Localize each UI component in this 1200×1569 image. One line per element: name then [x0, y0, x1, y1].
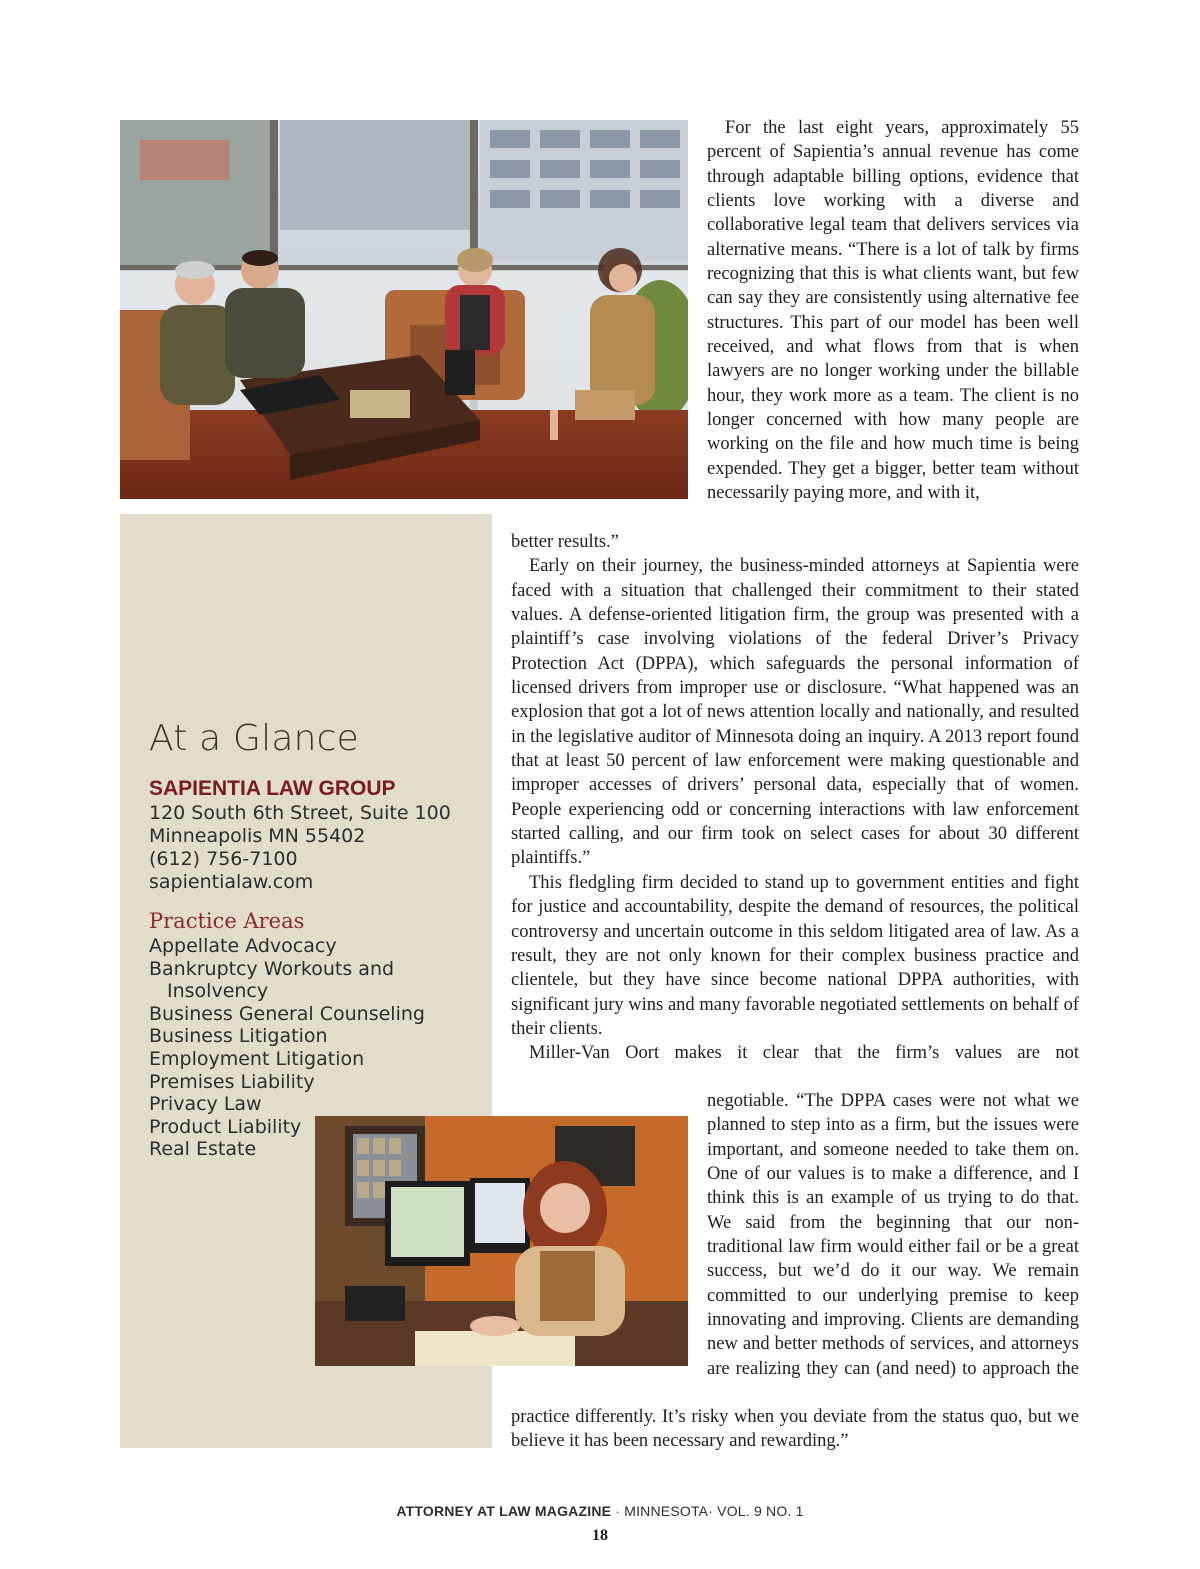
practice-areas-heading: Practice Areas	[149, 909, 305, 933]
page-number: 18	[592, 1527, 608, 1544]
practice-area-item: Premises Liability	[149, 1070, 315, 1093]
footer-separator: ·	[708, 1503, 718, 1519]
meeting-photo	[120, 120, 688, 499]
office-desk-photo-illustration	[315, 1116, 688, 1366]
footer-edition: MINNESOTA	[624, 1503, 709, 1519]
article-paragraph: better results.”	[511, 532, 619, 552]
practice-area-item: Bankruptcy Workouts and	[149, 957, 395, 980]
article-column-bottom	[511, 1405, 1079, 1454]
practice-area-item: Insolvency	[167, 980, 269, 1003]
practice-area-item: Business General Counseling	[149, 1002, 425, 1025]
footer-magazine-name: ATTORNEY AT LAW MAGAZINE	[396, 1503, 612, 1519]
practice-area-item: Privacy Law	[149, 1093, 262, 1116]
article-paragraph: For the last eight years, approximately 55 percent of Sapientia’s annual revenue has come through adaptable billing options, evidence that clients love working with a diverse and collaborative legal team that delivers services via alternative means. “There is a lot of talk by firms recognizing that this is what clients want, but few can say they are consistently using alternative fee structures. This part of our model has been well received, and what flows from that is when lawyers are no longer working under the billable hour, they work more as a team. The client is no longer concerned with how many people are working on the file and how much time is being expended. They get a bigger, better team without necessarily paying more, and with it,	[707, 118, 1079, 504]
practice-area-item: Product Liability	[149, 1115, 302, 1138]
practice-area-item: Employment Litigation	[149, 1047, 365, 1070]
article-column-bottom-right	[707, 1089, 1079, 1381]
sidebar-title: At a Glance	[149, 718, 359, 759]
firm-phone: (612) 756-7100	[149, 848, 298, 870]
article-column-middle	[511, 530, 1079, 1066]
article-paragraph: This fledgling firm decided to stand up to government entities and fight for justice and accountability, despite the demand of resources, the political controversy and uncertain outcome in this seldom litigated area of law. As a result, they are not only known for their complex business practice and clientele, but they have since become national DPPA authorities, with significant jury wins and many favorable negotiated settlements on behalf of their clients.	[511, 872, 1079, 1039]
firm-address-line-2: Minneapolis MN 55402	[149, 825, 366, 847]
footer-volume: VOL. 9 NO. 1	[717, 1503, 804, 1519]
practice-area-item: Appellate Advocacy	[149, 935, 337, 957]
article-column-top-right	[707, 116, 1079, 506]
article-paragraph: Miller-Van Oort makes it clear that the firm’s values are not	[529, 1043, 1079, 1064]
practice-area-item: Business Litigation	[149, 1025, 328, 1048]
meeting-photo-illustration	[120, 120, 688, 499]
article-paragraph: practice differently. It’s risky when you deviate from the status quo, but we believe it has been necessary and rewarding.”	[511, 1407, 1079, 1452]
firm-contact-block	[149, 776, 451, 894]
firm-website[interactable]: sapientialaw.com	[149, 871, 314, 893]
footer-separator: ·	[611, 1503, 625, 1519]
firm-address-line-1: 120 South 6th Street, Suite 100	[149, 802, 451, 824]
firm-name: SAPIENTIA LAW GROUP	[149, 777, 396, 800]
office-desk-photo	[315, 1116, 688, 1366]
article-paragraph: Early on their journey, the business-minded attorneys at Sapientia were faced with a situation that challenged their commitment to their stated values. A defense-oriented litigation firm, the group was presented with a plaintiff’s case involving violations of the federal Driver’s Privacy Protection Act (DPPA), which safeguards the personal information of licensed drivers from improper use or disclosure. “What happened was an explosion that got a lot of news attention locally and nationally, and resulted in the legislative auditor of Minnesota doing an inquiry. A 2013 report found that at least 50 percent of law enforcement were making questionable and improper accesses of drivers’ personal data, especially that of women. People experiencing odd or concerning interactions with law enforcement started calling, and our firm took on select cases for about 30 different plaintiffs.”	[511, 556, 1079, 869]
page-footer	[0, 1503, 1200, 1519]
article-paragraph: negotiable. “The DPPA cases were not what we planned to step into as a firm, but the issues were important, and someone needed to take them on. One of our values is to make a difference, and I think this is an example of us trying to do that. We said from the beginning that our non-traditional law firm would either fail or be a great success, but we’d do it our way. We remain committed to our underlying premise to keep innovating and improving. Clients are demanding new and better methods of services, and attorneys are realizing they can (and need) to approach the	[707, 1091, 1079, 1379]
practice-area-item: Real Estate	[149, 1138, 257, 1161]
